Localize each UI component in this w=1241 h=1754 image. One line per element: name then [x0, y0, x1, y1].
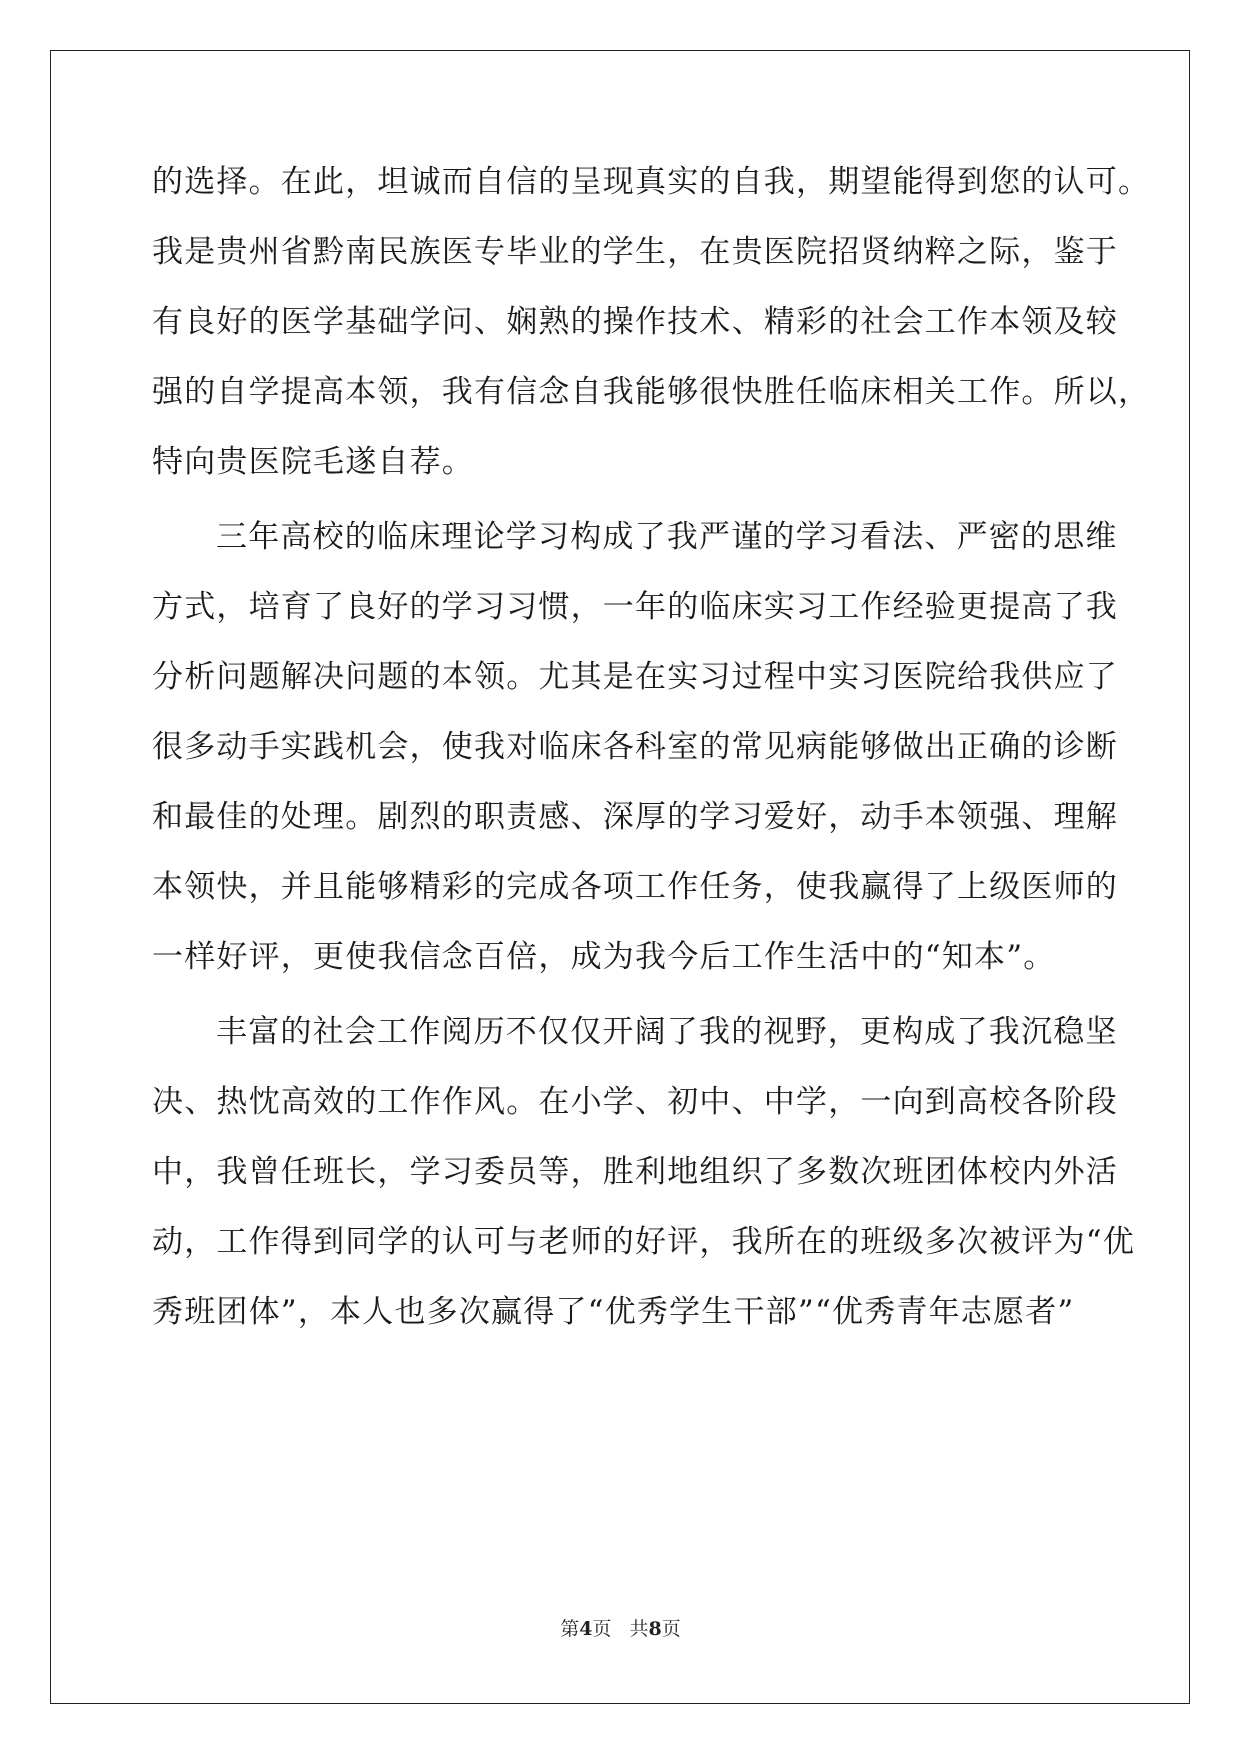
page-prefix: 第	[560, 1618, 580, 1640]
text-line: 方式，培育了良好的学习习惯，一年的临床实习工作经验更提高了我	[152, 589, 1118, 625]
text-line: 秀班团体”，本人也多次赢得了“优秀学生干部”“优秀青年志愿者”	[152, 1294, 1075, 1330]
text-line: 本领快，并且能够精彩的完成各项工作任务，使我赢得了上级医师的	[152, 869, 1118, 905]
total-prefix: 共	[629, 1618, 649, 1640]
text-line: 有良好的医学基础学问、娴熟的操作技术、精彩的社会工作本领及较	[152, 304, 1118, 340]
text-line: 我是贵州省黔南民族医专毕业的学生，在贵医院招贤纳粹之际，鉴于	[152, 234, 1118, 270]
text-line: 的选择。在此，坦诚而自信的呈现真实的自我，期望能得到您的认可。	[152, 164, 1151, 200]
text-line: 很多动手实践机会，使我对临床各科室的常见病能够做出正确的诊断	[152, 729, 1118, 765]
text-line: 强的自学提高本领，我有信念自我能够很快胜任临床相关工作。所以，	[152, 374, 1151, 410]
page-footer	[0, 1614, 1241, 1641]
text-line: 一样好评，更使我信念百倍，成为我今后工作生活中的“知本”。	[152, 939, 1056, 975]
total-pages: 8	[648, 1618, 662, 1640]
text-line: 决、热忱高效的工作作风。在小学、初中、中学，一向到高校各阶段	[152, 1084, 1118, 1120]
text-line: 分析问题解决问题的本领。尤其是在实习过程中实习医院给我供应了	[152, 659, 1118, 695]
page-suffix: 页	[592, 1618, 612, 1640]
text-line: 动，工作得到同学的认可与老师的好评，我所在的班级多次被评为“优	[152, 1224, 1136, 1260]
text-line: 中，我曾任班长，学习委员等，胜利地组织了多数次班团体校内外活	[152, 1154, 1118, 1190]
text-line: 和最佳的处理。剧烈的职责感、深厚的学习爱好，动手本领强、理解	[152, 799, 1118, 835]
text-line: 特向贵医院毛遂自荐。	[152, 444, 474, 480]
page-number: 4	[579, 1618, 593, 1640]
paragraph-first-line: 丰富的社会工作阅历不仅仅开阔了我的视野，更构成了我沉稳坚	[216, 1014, 1118, 1050]
paragraph-first-line: 三年高校的临床理论学习构成了我严谨的学习看法、严密的思维	[216, 519, 1118, 555]
total-suffix: 页	[661, 1618, 681, 1640]
